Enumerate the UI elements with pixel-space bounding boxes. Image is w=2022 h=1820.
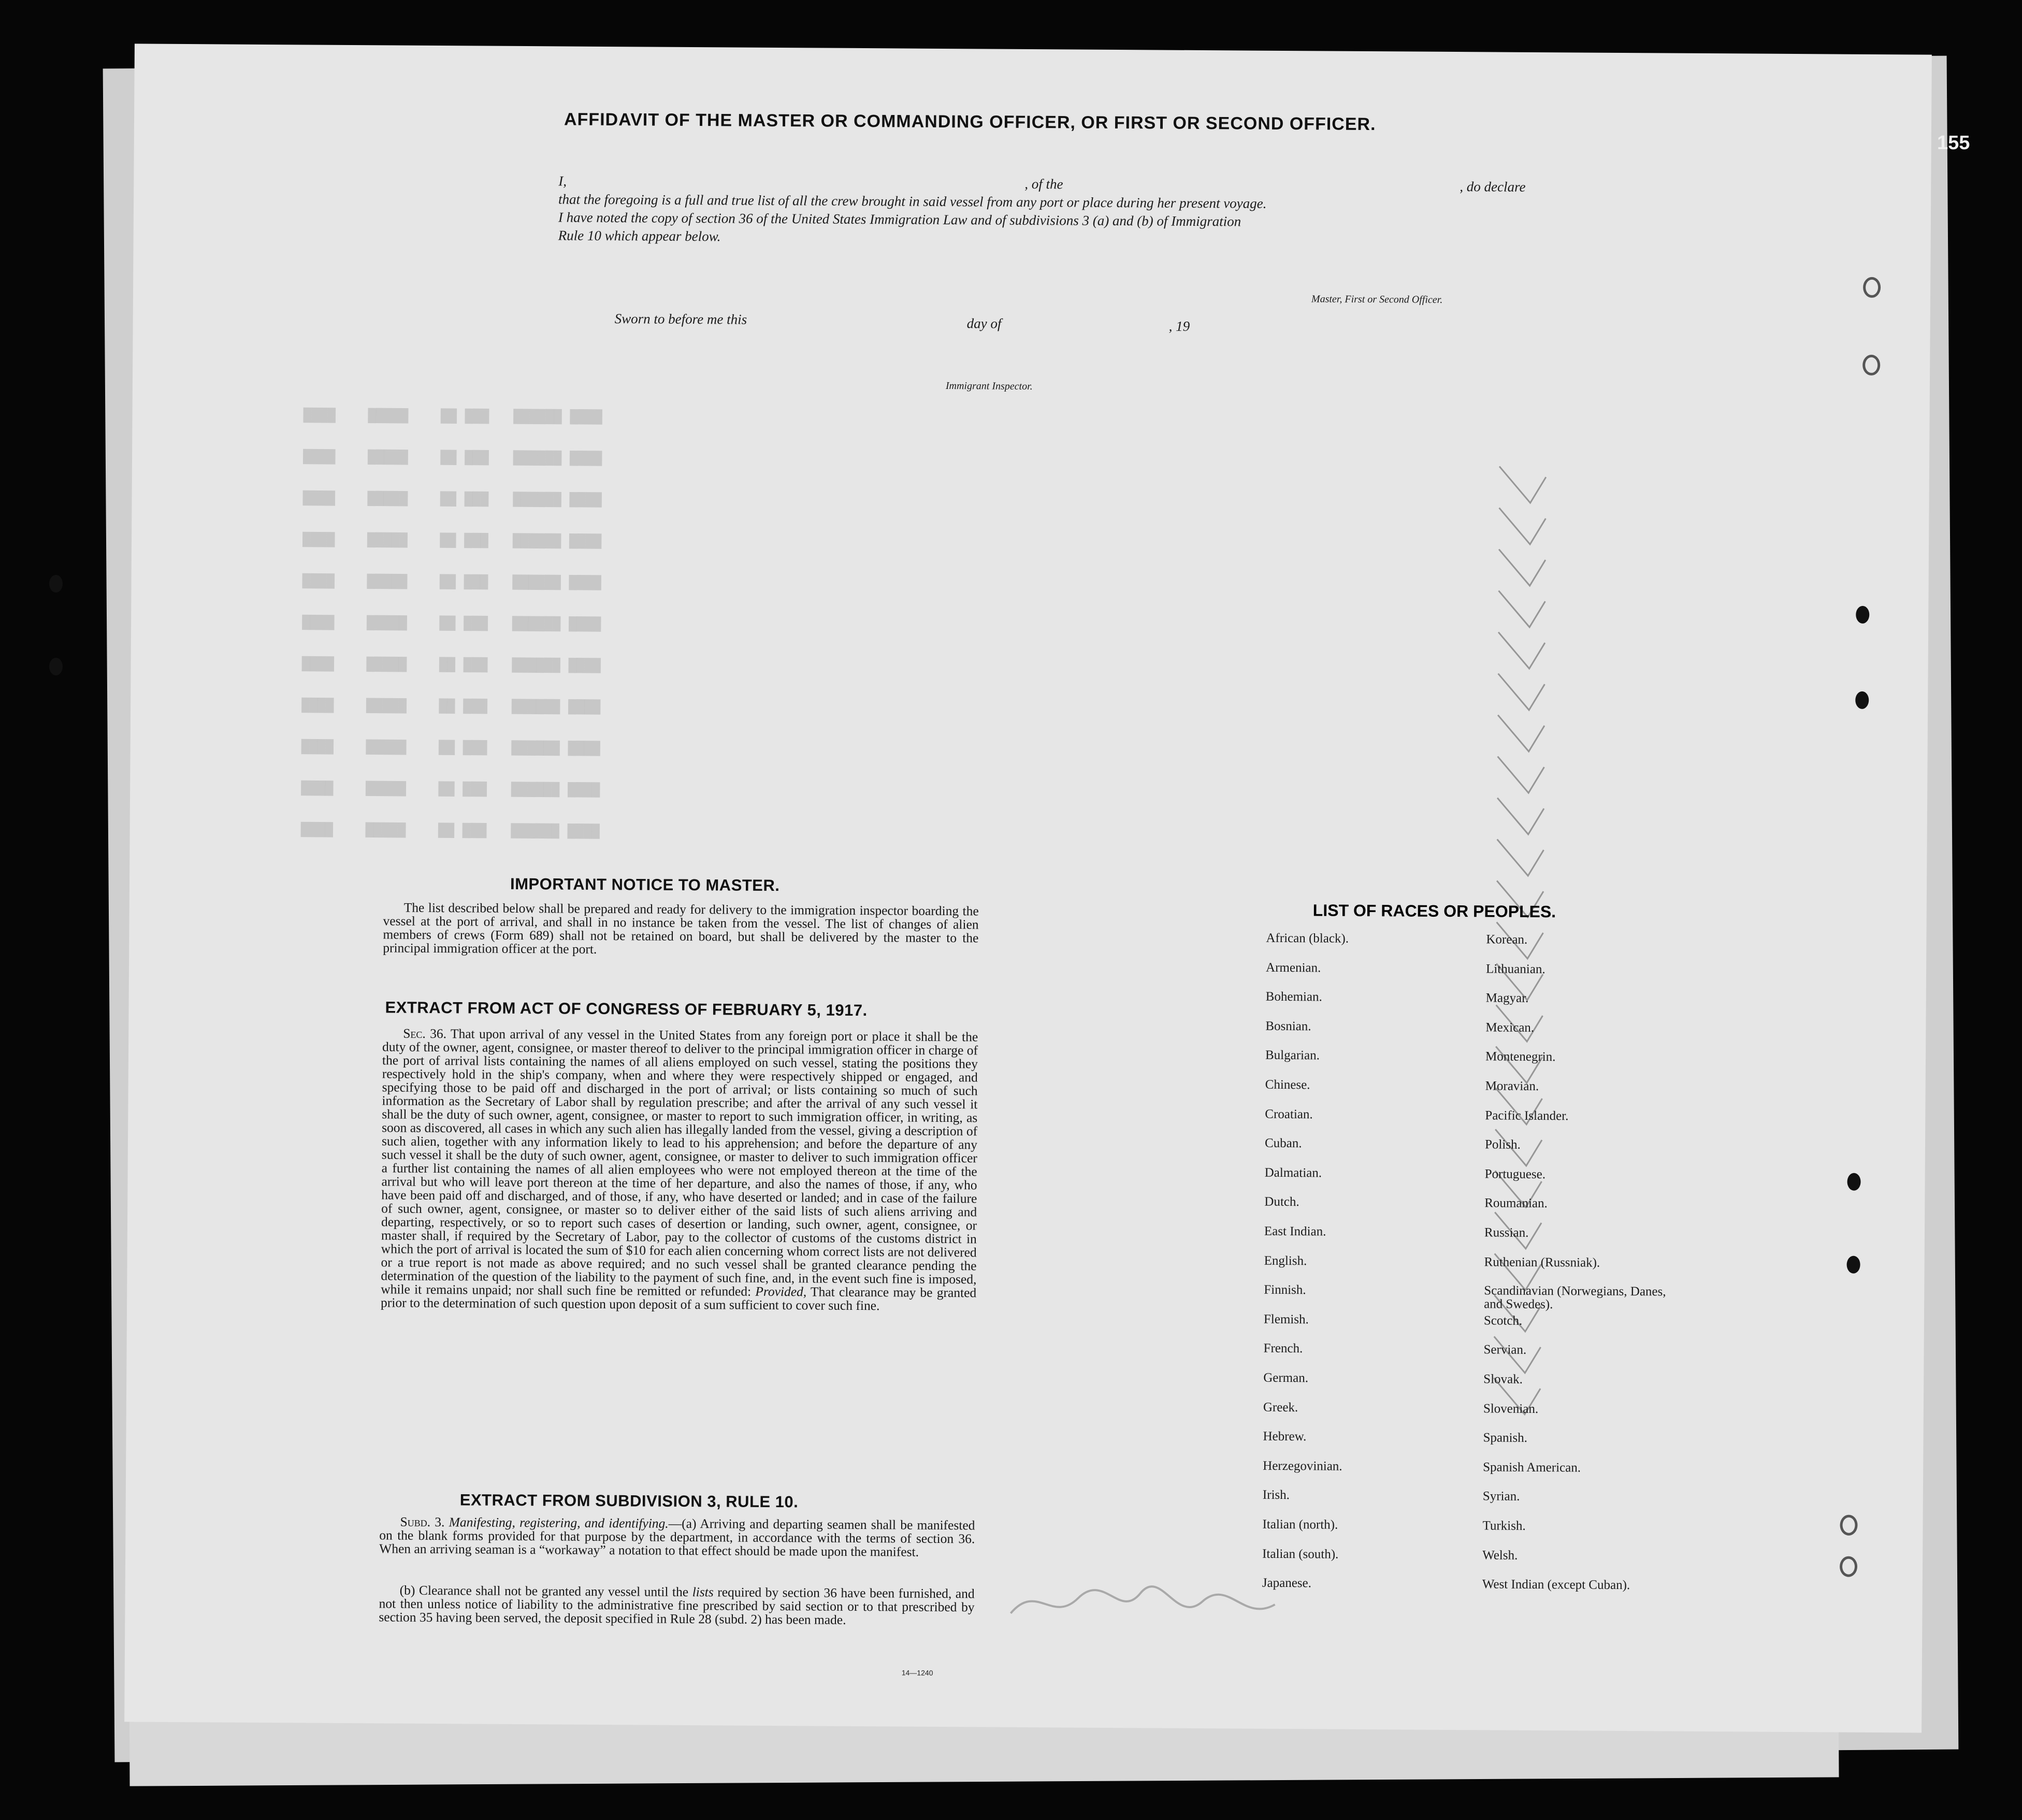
- affidavit-line-2: that the foregoing is a full and true list of all the crew brought in said vessel from any port or place during her present voyage.: [558, 191, 1267, 211]
- binder-hole: [1856, 606, 1869, 624]
- race-item: Mexican.: [1485, 1020, 1535, 1035]
- race-item: Turkish.: [1482, 1519, 1526, 1533]
- day-of-text: day of: [966, 315, 1002, 331]
- race-item: Bulgarian.: [1265, 1048, 1320, 1063]
- binder-hole: [49, 575, 63, 593]
- rule-text-b: [379, 1583, 974, 1627]
- page-number: 155: [1937, 132, 1970, 154]
- affidavit-page: [124, 44, 1932, 1732]
- year-text: , 19: [1168, 318, 1190, 334]
- race-item: Slovak.: [1483, 1372, 1523, 1386]
- binder-hole: [1846, 1256, 1860, 1274]
- race-item: Lithuanian.: [1485, 961, 1546, 976]
- form-code: 14—1240: [901, 1668, 933, 1677]
- rule-text-a: [379, 1515, 975, 1559]
- race-item: Portuguese.: [1484, 1167, 1546, 1181]
- binder-hole: [1840, 1515, 1857, 1536]
- sworn-text: Sworn to before me this: [614, 311, 747, 327]
- race-item: Spanish American.: [1483, 1460, 1581, 1475]
- act-text: [381, 1027, 978, 1313]
- race-item: Chinese.: [1265, 1077, 1310, 1092]
- race-item: Ruthenian (Russniak).: [1484, 1254, 1600, 1270]
- rule-heading: Manifesting, registering, and identifying.: [449, 1514, 669, 1531]
- race-item: Hebrew.: [1263, 1429, 1307, 1444]
- act-body-end: That clearance may be granted prior to the determination of such question upon deposit of a sum sufficient to cover such fine.: [381, 1284, 977, 1313]
- race-item: Dalmatian.: [1264, 1165, 1322, 1180]
- race-item: African (black).: [1266, 931, 1349, 946]
- races-title: LIST OF RACES OR PEOPLES.: [1312, 901, 1556, 921]
- race-item: Russian.: [1484, 1225, 1529, 1240]
- rule-a-body: —(a) Arriving and departing seamen shall be manifested on the blank forms provided for that purpose by the department, in accordance with the terms of section 36. When an arriving seaman is a “workaway” a notation to that effect should be made upon the manifest.: [379, 1515, 975, 1559]
- race-item: West Indian (except Cuban).: [1482, 1577, 1630, 1593]
- race-item: Scandinavian (Norwegians, Danes, and Swedes).: [1484, 1283, 1666, 1312]
- race-item: Slovenian.: [1483, 1401, 1539, 1416]
- race-item: Servian.: [1483, 1342, 1527, 1357]
- act-body: That upon arrival of any vessel in the United States from any foreign port or place it shall be the duty of the owner, agent, consignee, or master thereof to deliver to the principal immigration officer in charge of the port of arrival lists containing the names of all aliens employed on such vessel, stating the positions they respectively hold in the ship's company, when and where they were respectively shipped or engaged, and specifying those to be paid off and discharged in the port of arrival; or lists containing so much of such information as the Secretary of Labor shall by regulation prescribe; and after the arrival of any such vessel it shall be the duty of such owner, agent, consignee, or master to report to such immigration officer, in writing, as soon as discovered, all cases in which any such alien has illegally landed from the vessel, giving a description of such alien, together with any information likely to lead to his apprehension; and before the departure of any such vessel it shall be the duty of such owner, agent, consignee, or master to deliver to such immigration officer a further list containing the names of all alien employees who were not employed thereon at the time of the arrival but who will leave port thereon at the time of her departure, and also the names of those, if any, who have been paid off and discharged, and of those, if any, who have deserted or landed; and in case of the failure of such owner, agent, consignee, or master so to deliver either of the said lists of such aliens arriving and departing, respectively, or so to report such cases of desertion or landing, such owner, agent, consignee, or master shall, if required by the Secretary of Labor, pay to the collector of customs of the customs district in which the port of arrival is located the sum of $10 for each alien concerning whom correct lists are not delivered or a true report is not made as above required; and no such vessel shall be granted clearance pending the determination of the question of the liability to the payment of such fine, and, in the event such fine is imposed, while it remains unpaid; nor shall such fine be remitted or refunded:: [381, 1026, 978, 1299]
- race-item: Korean.: [1486, 932, 1528, 947]
- bleed-through-text: ████ █████ ██ ███ ██████ ████ ████ █████ ██ ███ ██████ ████ ████ █████ ██ ███ ██████ ████ ████ █████ ██ ███ ██████ ████ ████ █████ ██ ███ ██████ ████ ████ █████ ██ ███ ██████ ████ ████ █████ ██ ███ ██████ ████ ████ █████ ██ ███ ██████ ████ ████ █████ ██ ███ ██████ ████ ████ █████ ██ ███ ██████ ████ ████ █████ ██ ███ ██████ ████: [300, 407, 602, 839]
- race-item: Italian (north).: [1262, 1517, 1338, 1532]
- pencil-signature: [1005, 1572, 1317, 1636]
- race-item: Moravian.: [1485, 1079, 1539, 1094]
- binder-hole: [49, 658, 63, 675]
- race-item: Armenian.: [1265, 960, 1321, 975]
- inspector-label: Immigrant Inspector.: [945, 380, 1033, 393]
- race-item: Irish.: [1262, 1488, 1290, 1503]
- race-item: Cuban.: [1264, 1136, 1302, 1151]
- binder-hole: [1847, 1173, 1860, 1191]
- rule-b-pre: (b) Clearance shall not be granted any vessel until the: [399, 1582, 689, 1600]
- race-item: Greek.: [1263, 1400, 1298, 1414]
- rule-subd: Subd. 3.: [400, 1514, 445, 1530]
- race-item: Syrian.: [1482, 1489, 1520, 1504]
- binder-hole: [1862, 355, 1880, 375]
- race-item: Welsh.: [1482, 1548, 1518, 1563]
- race-item: Bosnian.: [1265, 1019, 1311, 1034]
- race-item: German.: [1263, 1370, 1309, 1385]
- race-item: Herzegovinian.: [1263, 1458, 1342, 1474]
- rule-title: EXTRACT FROM SUBDIVISION 3, RULE 10.: [459, 1491, 799, 1511]
- rule-b-post: required by section 36 have been furnished, and not then unless notice of liability to the administrative fine prescribed by said section or to that prescribed by section 35 having been served, the deposit specified in Rule 28 (subd. 2) has been made.: [379, 1584, 975, 1627]
- race-item: Pacific Islander.: [1485, 1108, 1569, 1123]
- race-item: Montenegrin.: [1485, 1049, 1556, 1064]
- affidavit-do-declare: , do declare: [1460, 179, 1526, 195]
- race-item: Croatian.: [1265, 1107, 1313, 1121]
- act-provided: Provided,: [755, 1283, 807, 1299]
- binder-hole: [1863, 277, 1881, 298]
- affidavit-line-4: Rule 10 which appear below.: [558, 227, 721, 244]
- rule-b-lists: lists: [692, 1584, 714, 1600]
- race-item: Flemish.: [1263, 1312, 1309, 1327]
- race-item: Spanish.: [1483, 1431, 1528, 1446]
- race-item: English.: [1264, 1253, 1307, 1268]
- race-item: Roumanian.: [1484, 1196, 1548, 1211]
- affidavit-of-the: , of the: [1024, 176, 1063, 192]
- act-title: EXTRACT FROM ACT OF CONGRESS OF FEBRUARY 5, 1917.: [385, 998, 868, 1020]
- notice-text: The list described below shall be prepared and ready for delivery to the immigration inspector boarding the vessel at the port of arrival, and shall in no instance be taken from the vessel. The list of changes of alien members of crews (Form 689) shall not be retained on board, but shall be delivered by the master to the principal immigration officer at the port.: [383, 900, 979, 957]
- notice-title: IMPORTANT NOTICE TO MASTER.: [510, 874, 780, 895]
- binder-hole: [1840, 1556, 1857, 1577]
- race-item: Japanese.: [1262, 1576, 1311, 1591]
- race-item: Scotch.: [1483, 1313, 1523, 1328]
- race-item: Polish.: [1484, 1137, 1521, 1152]
- race-item: Dutch.: [1264, 1195, 1299, 1209]
- race-item: Bohemian.: [1265, 989, 1322, 1004]
- race-item: East Indian.: [1264, 1224, 1326, 1239]
- affidavit-title: AFFIDAVIT OF THE MASTER OR COMMANDING OFFICER, OR FIRST OR SECOND OFFICER.: [564, 109, 1376, 135]
- act-section: Sec. 36.: [403, 1025, 447, 1042]
- affidavit-line-3: I have noted the copy of section 36 of the United States Immigration Law and of subdivisions 3 (a) and (b) of Immigration: [558, 209, 1241, 229]
- binder-hole: [1855, 691, 1869, 709]
- affidavit-i: I,: [558, 173, 567, 189]
- signature-label: Master, First or Second Officer.: [1311, 293, 1443, 306]
- race-item: Finnish.: [1264, 1282, 1306, 1297]
- race-item: French.: [1263, 1341, 1303, 1356]
- race-item: Italian (south).: [1262, 1547, 1339, 1562]
- race-item: Magyar.: [1485, 991, 1529, 1006]
